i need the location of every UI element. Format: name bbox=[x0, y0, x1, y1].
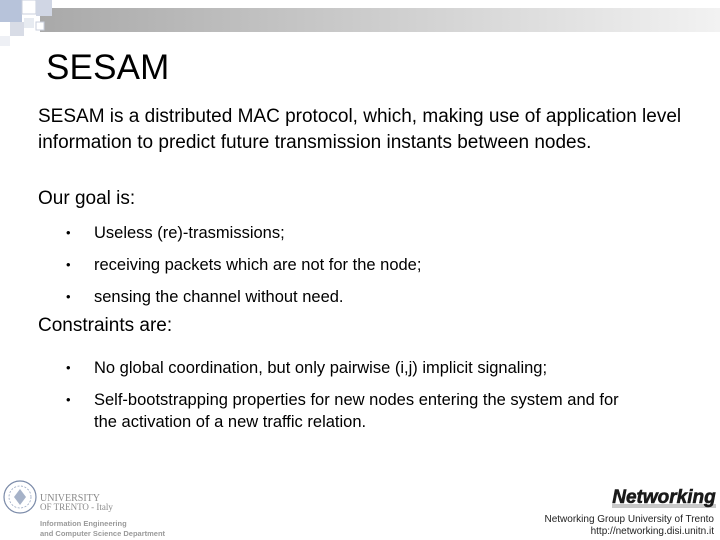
bullet-icon: • bbox=[66, 289, 71, 304]
university-country: OF TRENTO - Italy bbox=[40, 502, 113, 512]
bullet-icon: • bbox=[66, 225, 71, 240]
goal-text: sensing the channel without need. bbox=[94, 288, 344, 306]
networking-logo bbox=[612, 484, 716, 512]
goal-text: Useless (re)-trasmissions; bbox=[94, 224, 285, 242]
department-line-2: and Computer Science Department bbox=[40, 529, 166, 538]
group-url: http://networking.disi.unitn.it bbox=[590, 526, 714, 537]
constraint-text: No global coordination, but only pairwise (i,j) implicit signaling; bbox=[94, 359, 548, 377]
goal-heading: Our goal is: bbox=[38, 188, 136, 209]
header-decoration bbox=[0, 0, 720, 48]
department-line-1: Information Engineering bbox=[40, 519, 127, 528]
goal-text: receiving packets which are not for the node; bbox=[94, 256, 422, 274]
bullet-icon: • bbox=[66, 360, 71, 375]
constraint-text: Self-bootstrapping properties for new nodes entering the system and for the activation of a new traffic relation. bbox=[94, 391, 619, 431]
bullet-icon: • bbox=[66, 257, 71, 272]
university-name: UNIVERSITY bbox=[40, 493, 100, 504]
constraints-heading: Constraints are: bbox=[38, 315, 173, 336]
footer-credits bbox=[544, 514, 714, 538]
group-name: Networking Group University of Trento bbox=[544, 514, 714, 525]
slide-title: SESAM bbox=[46, 48, 170, 87]
bullet-icon: • bbox=[66, 392, 71, 407]
university-logo bbox=[0, 475, 170, 540]
intro-paragraph: SESAM is a distributed MAC protocol, which, making use of application level information to predict future transmission instants between nodes. bbox=[38, 106, 682, 153]
networking-wordmark: Networking bbox=[612, 487, 716, 508]
